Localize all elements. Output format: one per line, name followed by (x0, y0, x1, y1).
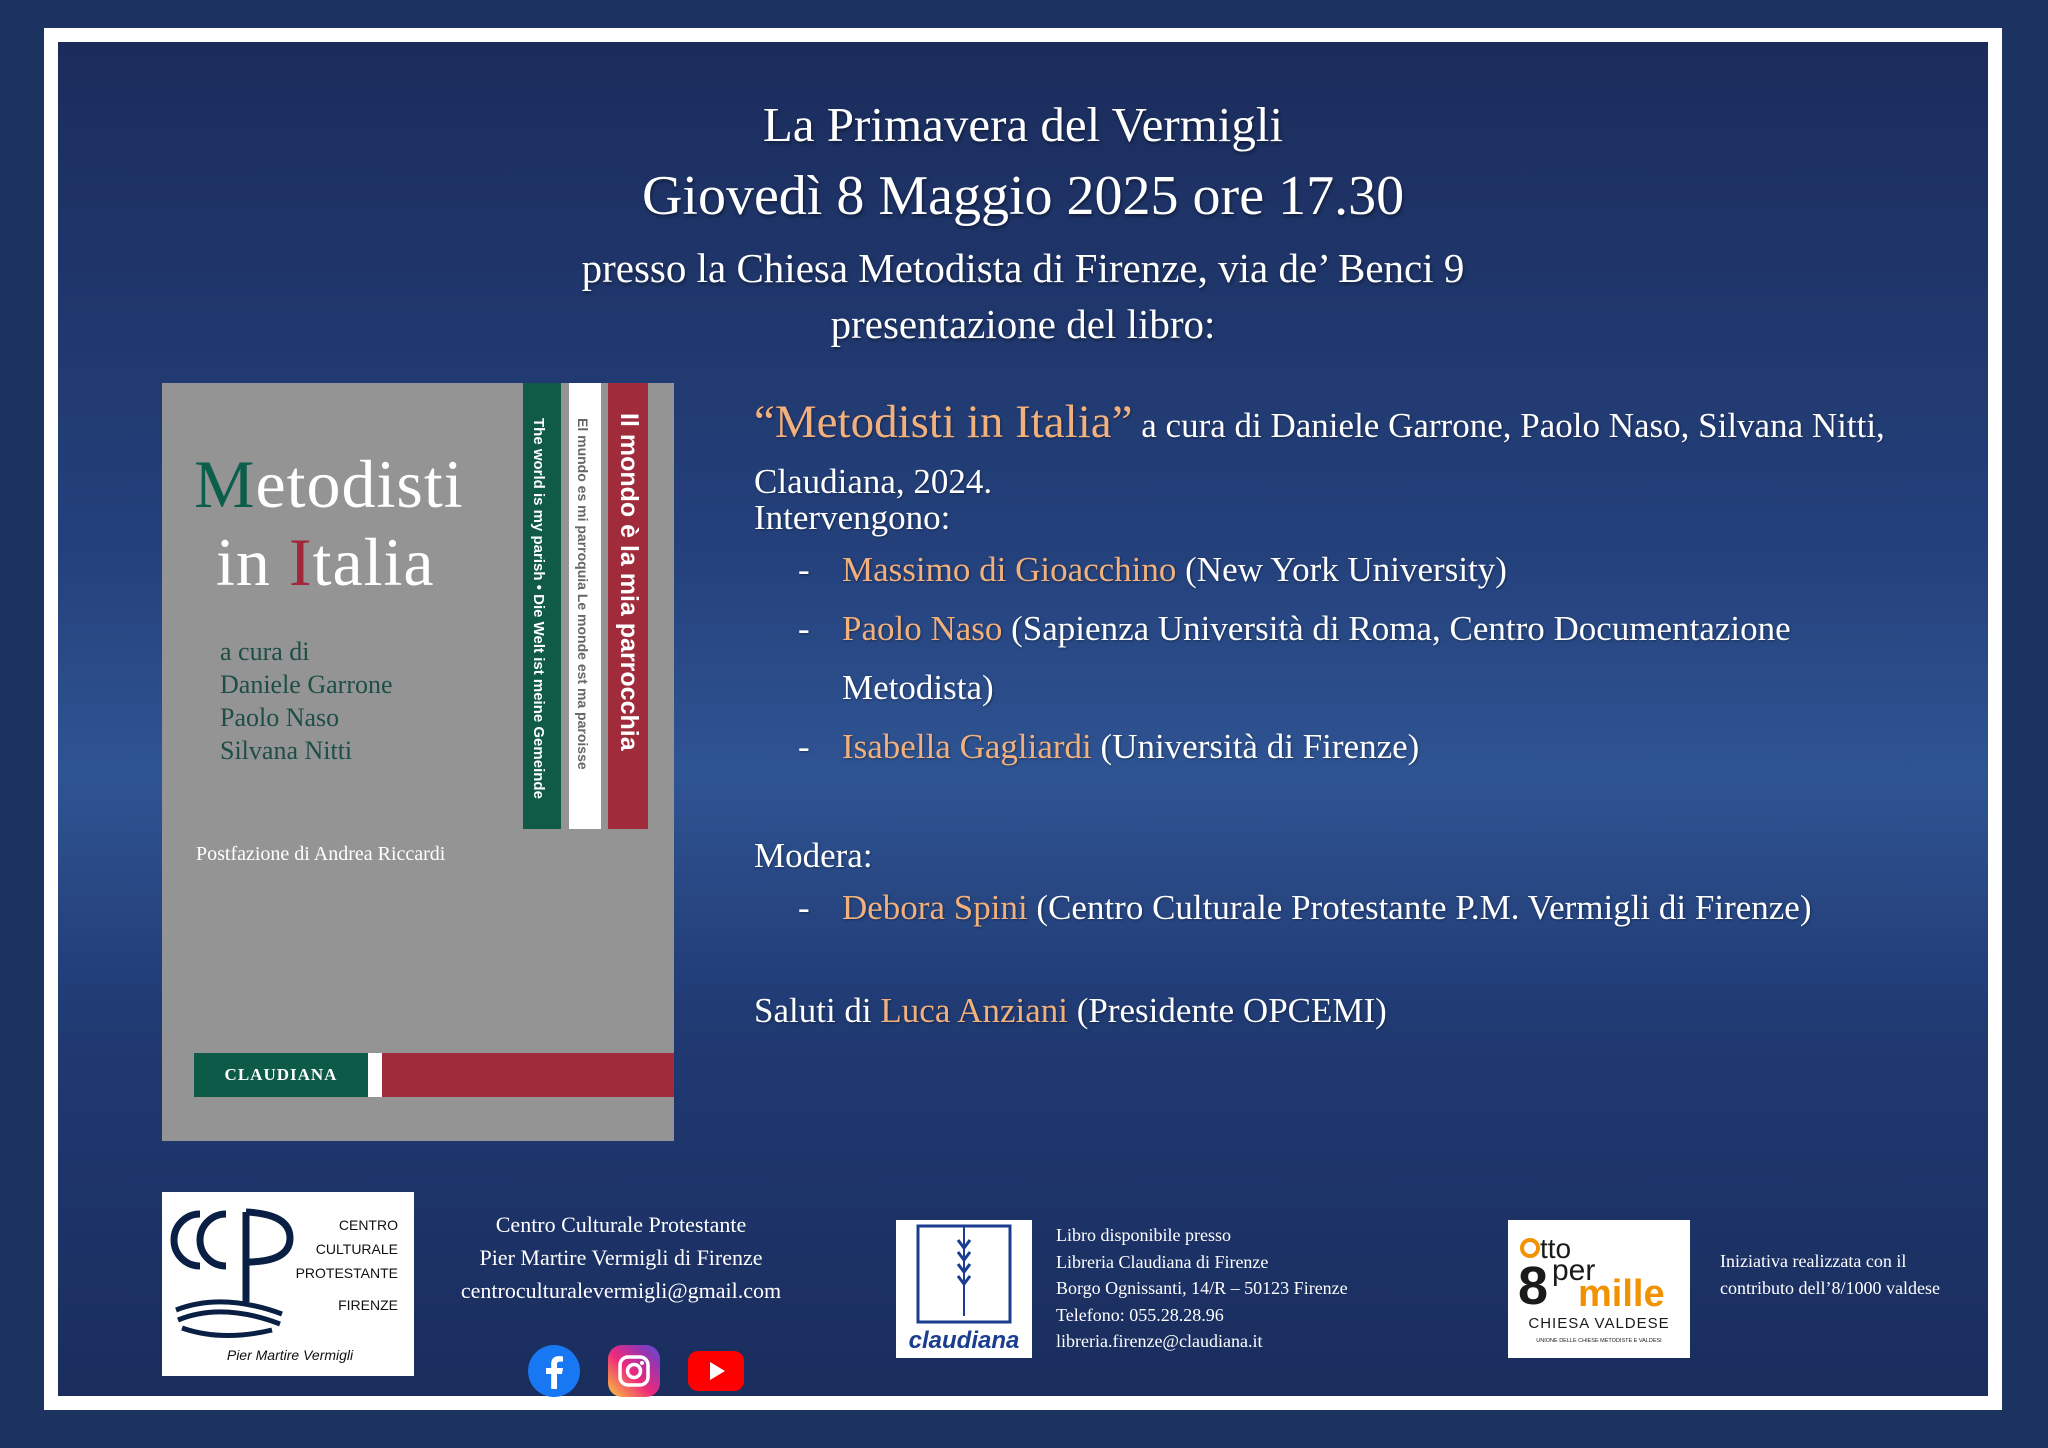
moderator-affiliation: (Centro Culturale Protestante P.M. Vermigli di Firenze) (1027, 888, 1812, 927)
otto-per-mille-icon (1508, 1220, 1690, 1358)
speaker-affiliation-cont: Metodista) (842, 668, 994, 707)
speaker-item: - Massimo di Gioacchino (New York University) (798, 550, 1507, 589)
svg-text:8: 8 (1518, 1256, 1549, 1316)
svg-text:CENTRO: CENTRO (338, 1217, 398, 1233)
book-cover (162, 383, 674, 1141)
ccp-email[interactable]: centroculturalevermigli@gmail.com (460, 1278, 782, 1303)
speaker-name: Paolo Naso (842, 609, 1003, 648)
cover-editors: a cura di Daniele Garrone Paolo Naso Silvana Nitti (220, 637, 393, 765)
svg-text:per: per (1552, 1254, 1596, 1287)
event-date: Giovedì 8 Maggio 2025 ore 17.30 (641, 165, 1405, 227)
event-details (754, 394, 1944, 1030)
event-subtitle: presentazione del libro: (830, 301, 1216, 347)
cover-title-line2: in Italia (216, 524, 435, 600)
book-intro (754, 394, 1944, 510)
instagram-icon[interactable] (608, 1345, 660, 1397)
cover-bar-white (368, 1053, 382, 1097)
book-title: “Metodisti in Italia” (754, 396, 1133, 448)
speaker-name: Isabella Gagliardi (842, 727, 1092, 766)
svg-text:mille: mille (1578, 1273, 1665, 1315)
claudiana-bookstore-info: Libro disponibile presso Libreria Claudiana di Firenze Borgo Ognissanti, 14/R – 50123 Firenze Telefono: 055.28.28.96 libreria.firenze@claudiana.it (1056, 1222, 1348, 1355)
cover-spine-italian: Il mondo è la mia parrocchia (615, 413, 643, 751)
speaker-affiliation: (New York University) (1176, 550, 1507, 589)
moderator-label: Modera: (754, 836, 873, 875)
ccp-logo (162, 1192, 414, 1376)
cover-publisher: CLAUDIANA (194, 1053, 368, 1097)
event-series-title: La Primavera del Vermigli (762, 97, 1284, 152)
svg-text:Pier Martire Vermigli: Pier Martire Vermigli (226, 1347, 354, 1363)
svg-text:claudiana: claudiana (908, 1327, 1020, 1354)
otto-per-mille-note: Iniziativa realizzata con il contributo dell’8/1000 valdese (1720, 1251, 1940, 1298)
otto-per-mille-logo (1508, 1220, 1690, 1358)
speaker-item: - Paolo Naso (Sapienza Università di Roma, Centro Documentazione (798, 609, 1791, 648)
svg-text:CULTURALE: CULTURALE (315, 1241, 398, 1257)
ccp-emblem-icon (162, 1192, 414, 1376)
moderator-item: - Debora Spini (Centro Culturale Protestante P.M. Vermigli di Firenze) (798, 888, 1812, 927)
cover-bar-red (382, 1053, 674, 1097)
youtube-icon[interactable] (688, 1351, 744, 1391)
svg-text:FIRENZE: FIRENZE (338, 1297, 398, 1313)
speaker-affiliation: (Sapienza Università di Roma, Centro Documentazione (1002, 609, 1791, 648)
svg-text:UNIONE DELLE CHIESE METODISTE: UNIONE DELLE CHIESE METODISTE E VALDESI (1536, 1338, 1662, 1344)
speaker-item: - Isabella Gagliardi (Università di Firenze) (798, 727, 1420, 766)
greetings-name: Luca Anziani (880, 991, 1068, 1030)
greetings: Saluti di Luca Anziani (Presidente OPCEMI) (754, 991, 1387, 1030)
claudiana-logo (896, 1220, 1032, 1358)
svg-text:CHIESA VALDESE: CHIESA VALDESE (1528, 1315, 1670, 1332)
facebook-icon[interactable] (528, 1345, 580, 1397)
cover-spine-spanish-french: El mundo es mi parroquia Le monde est ma paroisse (575, 418, 591, 770)
claudiana-wheat-icon (896, 1220, 1032, 1358)
svg-text:tto: tto (1540, 1233, 1572, 1264)
speaker-affiliation: (Università di Firenze) (1091, 727, 1420, 766)
svg-text:PROTESTANTE: PROTESTANTE (295, 1265, 398, 1281)
book-description: a cura di Daniele Garrone, Paolo Naso, Silvana Nitti, Claudiana, 2024. (754, 406, 1885, 501)
poster-frame (44, 28, 2002, 1410)
speaker-name: Massimo di Gioacchino (842, 550, 1177, 589)
moderator-name: Debora Spini (842, 888, 1028, 927)
event-venue: presso la Chiesa Metodista di Firenze, via de’ Benci 9 (581, 245, 1465, 291)
cover-title-line1: Metodisti (194, 446, 464, 522)
speakers-label: Intervengono: (754, 498, 951, 537)
claudiana-email[interactable]: libreria.firenze@claudiana.it (1056, 1331, 1263, 1351)
cover-afterword: Postfazione di Andrea Riccardi (196, 843, 446, 865)
ccp-name-line2: Pier Martire Vermigli di Firenze (479, 1245, 763, 1270)
ccp-contacts (446, 1208, 796, 1307)
ccp-name-line1: Centro Culturale Protestante (495, 1212, 747, 1237)
cover-spine-english: The world is my parish • Die Welt ist meine Gemeinde (530, 418, 547, 799)
